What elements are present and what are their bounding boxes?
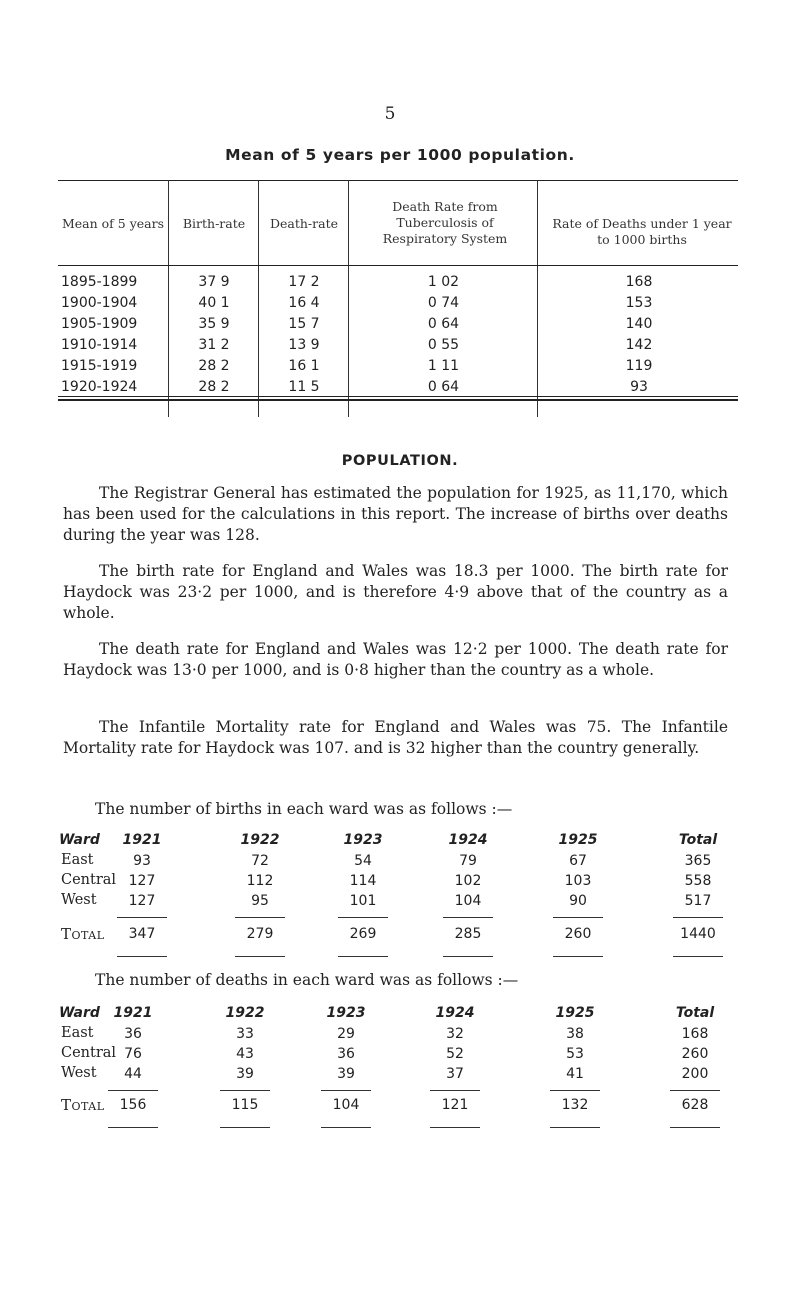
header-mean: Mean of 5 years — [61, 216, 165, 231]
births-header-total: Total — [678, 832, 718, 848]
total-value: 104 — [332, 1097, 360, 1113]
header-death-rate: Death-rate — [269, 216, 339, 231]
row-infant-rate: 119 — [625, 358, 653, 374]
row-death-rate: 11 5 — [288, 379, 320, 395]
sum-rule — [321, 1090, 371, 1091]
deaths-header-1921: 1921 — [113, 1005, 153, 1021]
sum-rule — [108, 1090, 158, 1091]
ward-value: 36 — [124, 1026, 142, 1042]
row-period: 1895-1899 — [61, 274, 138, 290]
row-period: 1915-1919 — [61, 358, 138, 374]
sum-rule — [553, 917, 603, 918]
ward-name: Central — [61, 872, 117, 888]
deaths-header-1925: 1925 — [555, 1005, 595, 1021]
row-tb-rate: 1 02 — [427, 274, 460, 290]
total-value: 285 — [454, 926, 482, 942]
ward-value: 37 — [446, 1066, 464, 1082]
population-heading: POPULATION. — [341, 453, 459, 469]
row-tb-rate: 0 64 — [427, 379, 460, 395]
sum-rule — [117, 917, 167, 918]
births-header-1924: 1924 — [448, 832, 488, 848]
ward-name: Central — [61, 1045, 117, 1061]
sum-rule — [220, 1090, 270, 1091]
paragraph-death-rate: The death rate for England and Wales was 12·2 per 1000. The death rate for Haydock was 13·0 per 1000, and is 0·8 higher than the country as a whole. — [63, 640, 728, 679]
header-birth-rate: Birth-rate — [182, 216, 246, 231]
ward-value: 90 — [569, 893, 587, 909]
ward-value: 102 — [454, 873, 482, 889]
ward-total: 260 — [681, 1046, 709, 1062]
header-tuberculosis: Death Rate from Tuberculosis of Respiratory System — [382, 199, 508, 246]
paragraph-birth-rate: The birth rate for England and Wales was 18.3 per 1000. The birth rate for Haydock was 23·2 per 1000, and is therefore 4·9 above that of the country as a whole. — [63, 562, 728, 622]
total-rule — [220, 1127, 270, 1128]
ward-value: 127 — [128, 893, 156, 909]
total-rule — [430, 1127, 480, 1128]
total-rule — [108, 1127, 158, 1128]
row-infant-rate: 140 — [625, 316, 653, 332]
ward-value: 101 — [349, 893, 377, 909]
row-death-rate: 17 2 — [288, 274, 320, 290]
total-rule — [553, 956, 603, 957]
ward-value: 53 — [566, 1046, 584, 1062]
total-value: 347 — [128, 926, 156, 942]
total-rule — [673, 956, 723, 957]
row-birth-rate: 35 9 — [198, 316, 230, 332]
row-tb-rate: 0 55 — [427, 337, 460, 353]
deaths-header-1922: 1922 — [225, 1005, 265, 1021]
deaths-header-1924: 1924 — [435, 1005, 475, 1021]
sum-rule — [443, 917, 493, 918]
births-header-1921: 1921 — [122, 832, 162, 848]
ward-value: 39 — [337, 1066, 355, 1082]
row-birth-rate: 28 2 — [198, 358, 230, 374]
ward-value: 104 — [454, 893, 482, 909]
row-infant-rate: 142 — [625, 337, 653, 353]
births-header-1925: 1925 — [558, 832, 598, 848]
ward-name: East — [61, 852, 94, 868]
page-number: 5 — [384, 104, 396, 124]
births-header-ward: Ward — [59, 832, 100, 848]
ward-total: 365 — [684, 853, 712, 869]
sum-rule — [550, 1090, 600, 1091]
ward-value: 67 — [569, 853, 587, 869]
ward-total: 168 — [681, 1026, 709, 1042]
row-infant-rate: 153 — [625, 295, 653, 311]
births-header-1922: 1922 — [240, 832, 280, 848]
sum-rule — [430, 1090, 480, 1091]
ward-value: 41 — [566, 1066, 584, 1082]
header-infant-deaths: Rate of Deaths under 1 year to 1000 births — [552, 216, 732, 247]
row-tb-rate: 0 64 — [427, 316, 460, 332]
total-value: 628 — [681, 1097, 709, 1113]
total-rule — [670, 1127, 720, 1128]
sum-rule — [673, 917, 723, 918]
deaths-header-1923: 1923 — [326, 1005, 366, 1021]
ward-value: 79 — [459, 853, 477, 869]
ward-value: 114 — [349, 873, 377, 889]
ward-value: 39 — [236, 1066, 254, 1082]
ward-value: 43 — [236, 1046, 254, 1062]
sum-rule — [338, 917, 388, 918]
total-value: 1440 — [680, 926, 716, 942]
ward-total: 558 — [684, 873, 712, 889]
ward-value: 112 — [246, 873, 274, 889]
row-period: 1920-1924 — [61, 379, 138, 395]
total-rule — [550, 1127, 600, 1128]
ward-name: West — [61, 1065, 97, 1081]
ward-name: West — [61, 892, 97, 908]
total-value: 156 — [119, 1097, 147, 1113]
sum-rule — [670, 1090, 720, 1091]
ward-value: 127 — [128, 873, 156, 889]
row-tb-rate: 0 74 — [427, 295, 460, 311]
ward-total: 517 — [684, 893, 712, 909]
ward-value: 44 — [124, 1066, 142, 1082]
ward-name: East — [61, 1025, 94, 1041]
ward-value: 72 — [251, 853, 269, 869]
deaths-header-ward: Ward — [59, 1005, 100, 1021]
total-rule — [321, 1127, 371, 1128]
header-rule — [58, 265, 738, 266]
ward-value: 33 — [236, 1026, 254, 1042]
ward-value: 95 — [251, 893, 269, 909]
row-death-rate: 13 9 — [288, 337, 320, 353]
deaths-header-total: Total — [675, 1005, 715, 1021]
row-infant-rate: 168 — [625, 274, 653, 290]
ward-value: 93 — [133, 853, 151, 869]
paragraph-infant-mortality: The Infantile Mortality rate for England and Wales was 75. The Infantile Mortality rate for Haydock was 107. and is 32 higher than the country generally. — [63, 718, 728, 757]
row-birth-rate: 28 2 — [198, 379, 230, 395]
total-value: 121 — [441, 1097, 469, 1113]
row-death-rate: 16 1 — [288, 358, 320, 374]
column-divider — [258, 180, 259, 417]
total-value: 260 — [564, 926, 592, 942]
sum-rule — [235, 917, 285, 918]
total-rule — [235, 956, 285, 957]
births-header-1923: 1923 — [343, 832, 383, 848]
column-divider — [537, 180, 538, 417]
column-divider — [168, 180, 169, 417]
row-birth-rate: 40 1 — [198, 295, 230, 311]
table-bottom-rule — [58, 399, 738, 401]
row-birth-rate: 37 9 — [198, 274, 230, 290]
total-value: 132 — [561, 1097, 589, 1113]
paragraph-population: The Registrar General has estimated the population for 1925, as 11,170, which has been used for the calculations in this report. The increase of births over deaths during the year was 128. — [63, 484, 728, 544]
total-value: 115 — [231, 1097, 259, 1113]
table-top-rule — [58, 180, 738, 181]
page-heading: Mean of 5 years per 1000 population. — [225, 146, 575, 164]
ward-value: 52 — [446, 1046, 464, 1062]
total-rule — [338, 956, 388, 957]
total-rule — [117, 956, 167, 957]
row-birth-rate: 31 2 — [198, 337, 230, 353]
row-death-rate: 15 7 — [288, 316, 320, 332]
total-value: 279 — [246, 926, 274, 942]
ward-value: 29 — [337, 1026, 355, 1042]
row-infant-rate: 93 — [630, 379, 648, 395]
ward-value: 76 — [124, 1046, 142, 1062]
column-divider — [348, 180, 349, 417]
row-death-rate: 16 4 — [288, 295, 320, 311]
row-rule — [58, 396, 738, 397]
ward-value: 38 — [566, 1026, 584, 1042]
deaths-intro: The number of deaths in each ward was as follows :— — [95, 971, 519, 989]
row-period: 1910-1914 — [61, 337, 138, 353]
row-tb-rate: 1 11 — [427, 358, 460, 374]
ward-value: 103 — [564, 873, 592, 889]
total-value: 269 — [349, 926, 377, 942]
ward-value: 36 — [337, 1046, 355, 1062]
total-rule — [443, 956, 493, 957]
births-intro: The number of births in each ward was as follows :— — [95, 800, 513, 818]
total-label: Total — [61, 1096, 105, 1114]
ward-value: 54 — [354, 853, 372, 869]
ward-value: 32 — [446, 1026, 464, 1042]
total-label: Total — [61, 925, 105, 943]
row-period: 1900-1904 — [61, 295, 138, 311]
row-period: 1905-1909 — [61, 316, 138, 332]
ward-total: 200 — [681, 1066, 709, 1082]
